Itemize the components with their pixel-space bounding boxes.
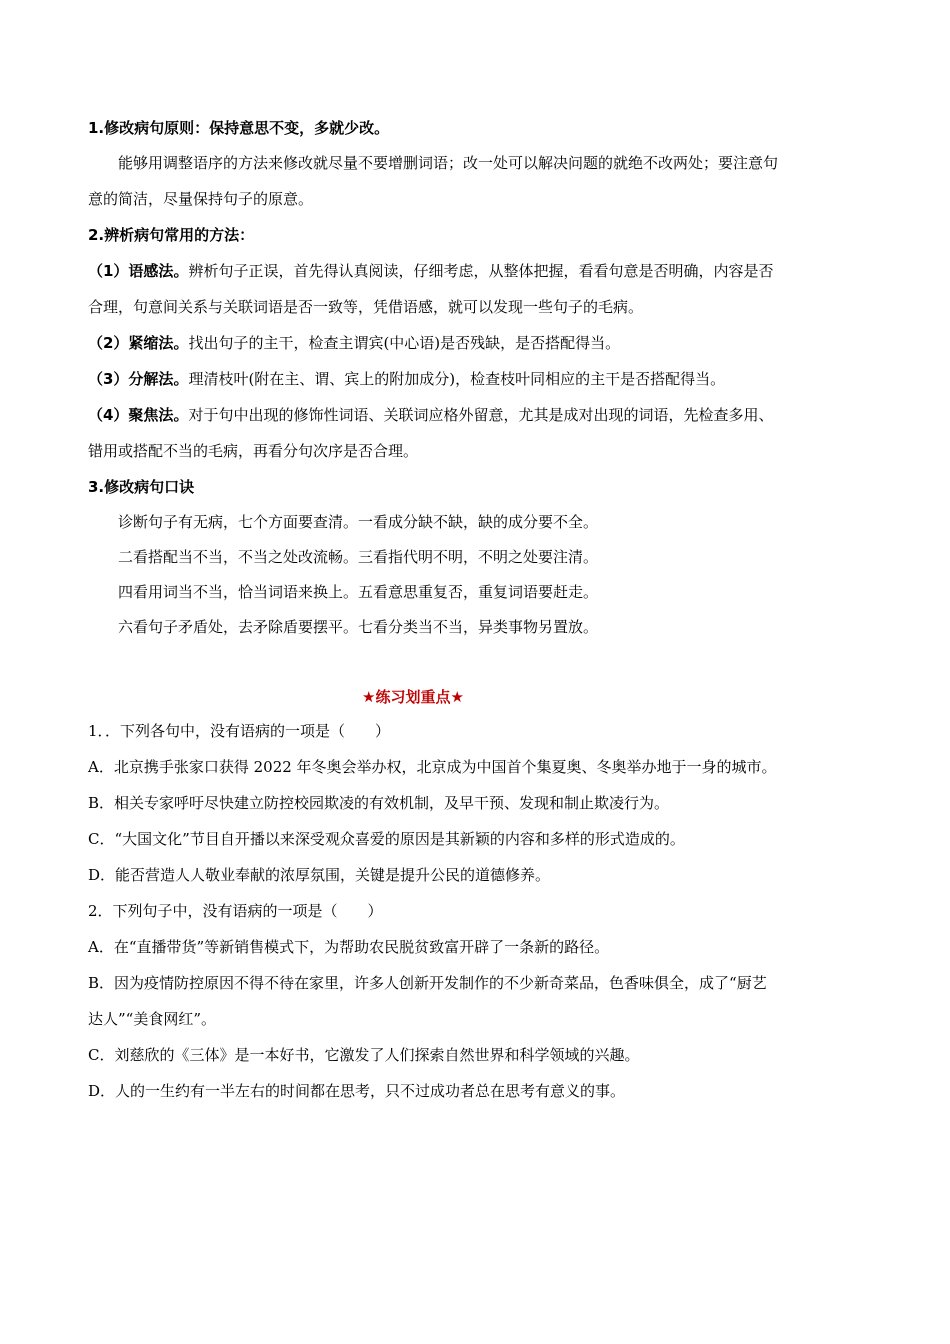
method-label: （3）分解法。 bbox=[88, 370, 189, 388]
method-text: 找出句子的主干，检查主谓宾(中心语)是否残缺，是否搭配得当。 bbox=[188, 334, 621, 352]
method-text: 对于句中出现的修饰性词语、关联词应格外留意，尤其是成对出现的词语，先检查多用、 bbox=[188, 406, 774, 424]
section1-heading: 1.修改病句原则：保持意思不变，多就少改。 bbox=[88, 119, 390, 137]
method-text: 辨析句子正误，首先得认真阅读，仔细考虑，从整体把握，看看句意是否明确，内容是否 bbox=[188, 262, 774, 280]
section1-body-line: 能够用调整语序的方法来修改就尽量不要增删词语；改一处可以解决问题的就绝不改两处；要注意句 bbox=[118, 154, 779, 172]
method-text: 错用或搭配不当的毛病，再看分句次序是否合理。 bbox=[88, 442, 419, 460]
question-stem: 1．．下列各句中，没有语病的一项是（ ） bbox=[88, 722, 391, 740]
question-option: D．能否营造人人敬业奉献的浓厚氛围，关键是提升公民的道德修养。 bbox=[88, 866, 551, 884]
rhyme-line: 诊断句子有无病，七个方面要查清。一看成分缺不缺，缺的成分要不全。 bbox=[118, 513, 599, 531]
rhyme-line: 四看用词当不当，恰当词语来换上。五看意思重复否，重复词语要赶走。 bbox=[118, 583, 599, 601]
question-option: C．“大国文化”节目自开播以来深受观众喜爱的原因是其新颖的内容和多样的形式造成的。 bbox=[88, 830, 685, 848]
method-label: （4）聚焦法。 bbox=[88, 406, 189, 424]
method-item bbox=[88, 369, 725, 389]
question-option: D．人的一生约有一半左右的时间都在思考，只不过成功者总在思考有意义的事。 bbox=[88, 1082, 626, 1100]
rhyme-line: 二看搭配当不当，不当之处改流畅。三看指代明不明，不明之处要注清。 bbox=[118, 548, 599, 566]
rhyme-line: 六看句子矛盾处，去矛除盾要摆平。七看分类当不当，异类事物另置放。 bbox=[118, 618, 599, 636]
method-text: 合理，句意间关系与关联词语是否一致等，凭借语感，就可以发现一些句子的毛病。 bbox=[88, 298, 644, 316]
question-option: B．因为疫情防控原因不得不待在家里，许多人创新开发制作的不少新奇菜品，色香味俱全，成了“厨艺 bbox=[88, 974, 767, 992]
practice-title: ★练习划重点★ bbox=[362, 688, 464, 706]
section1-body-line: 意的简洁，尽量保持句子的原意。 bbox=[88, 190, 314, 208]
section2-heading: 2.辨析病句常用的方法： bbox=[88, 226, 255, 244]
question-option: B．相关专家呼吁尽快建立防控校园欺凌的有效机制，及早干预、发现和制止欺凌行为。 bbox=[88, 794, 670, 812]
method-text: 理清枝叶(附在主、谓、宾上的附加成分)，检查枝叶同相应的主干是否搭配得当。 bbox=[188, 370, 726, 388]
question-option: A．在“直播带货”等新销售模式下，为帮助农民脱贫致富开辟了一条新的路径。 bbox=[88, 938, 610, 956]
method-item bbox=[88, 405, 773, 425]
method-label: （2）紧缩法。 bbox=[88, 334, 189, 352]
section3-heading: 3.修改病句口诀 bbox=[88, 478, 195, 496]
method-item bbox=[88, 261, 773, 281]
method-item bbox=[88, 333, 620, 353]
question-option: C．刘慈欣的《三体》是一本好书，它激发了人们探索自然世界和科学领域的兴趣。 bbox=[88, 1046, 640, 1064]
question-stem: 2．下列句子中，没有语病的一项是（ ） bbox=[88, 902, 383, 920]
question-option: 达人”“美食网红”。 bbox=[88, 1010, 217, 1028]
method-label: （1）语感法。 bbox=[88, 262, 189, 280]
question-option: A．北京携手张家口获得 2022 年冬奥会举办权，北京成为中国首个集夏奥、冬奥举办地于一身的城市。 bbox=[88, 758, 777, 776]
